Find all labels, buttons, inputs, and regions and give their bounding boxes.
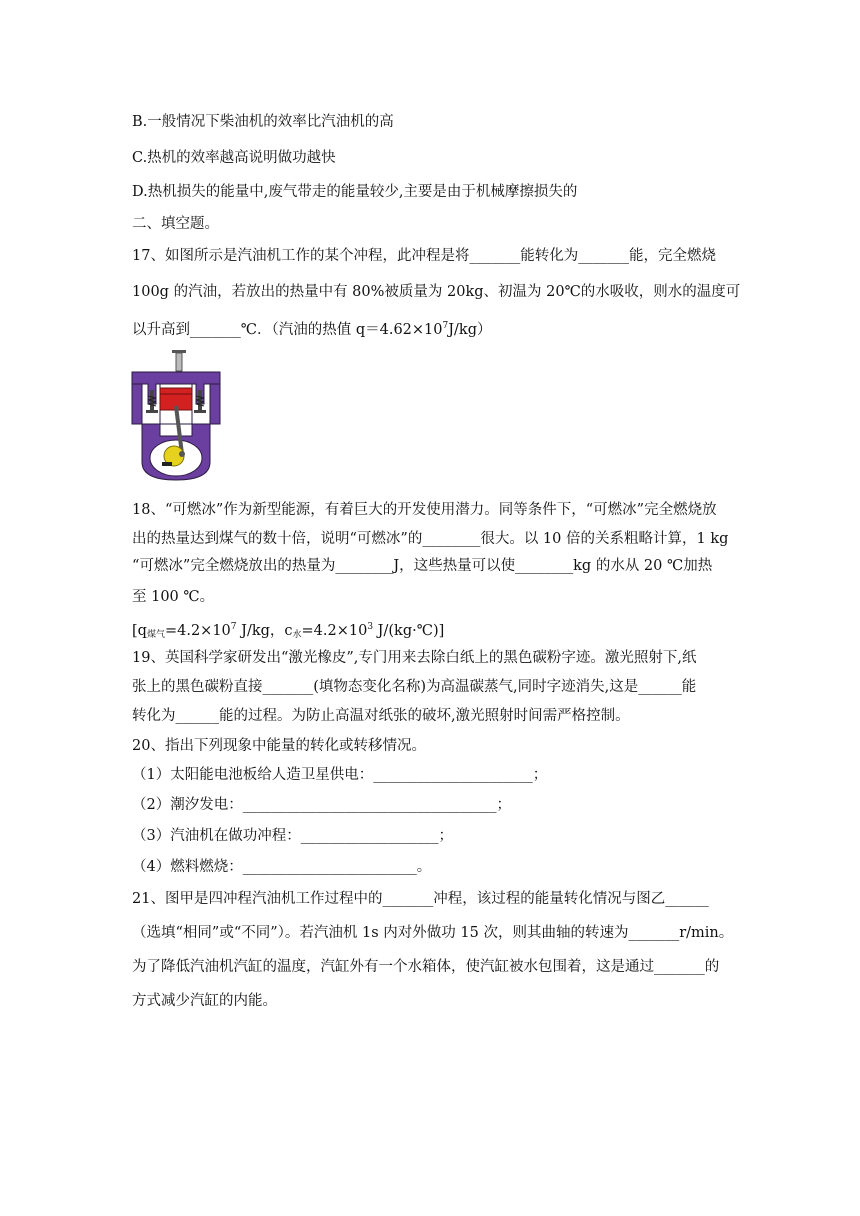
q21-line4: 方式减少汽缸的内能。 bbox=[132, 993, 277, 1009]
q18-line1: 18、“可燃冰”作为新型能源，有着巨大的开发使用潜力。同等条件下，“可燃冰”完全燃烧放 bbox=[132, 502, 717, 518]
q17-line2: 100g 的汽油，若放出的热量中有 80%被质量为 20kg、初温为 20℃的水吸收，则水的温度可 bbox=[132, 284, 741, 300]
q18-formula-a: [q bbox=[132, 623, 147, 639]
option-d: D.热机损失的能量中,废气带走的能量较少,主要是由于机械摩擦损失的 bbox=[132, 184, 578, 200]
q17-line3-text: 以升高到_______℃．（汽油的热值 q＝4.62×10 bbox=[132, 322, 443, 338]
q18-formula-b: =4.2×10 bbox=[164, 623, 231, 639]
option-c: C.热机的效率越高说明做功越快 bbox=[132, 150, 336, 166]
q18-formula bbox=[132, 617, 444, 645]
q20-item3: （3）汽油机在做功冲程：___________________； bbox=[132, 828, 453, 844]
option-b: B.一般情况下柴油机的效率比汽油机的高 bbox=[132, 114, 394, 130]
q20-title: 20、指出下列现象中能量的转化或转移情况。 bbox=[132, 738, 426, 754]
q18-formula-sub-water: 水 bbox=[292, 630, 302, 640]
q17-line3-unit: J/kg） bbox=[448, 322, 492, 338]
q18-line3: “可燃冰”完全燃烧放出的热量为________J，这些热量可以使________kg 的水从 20 ℃加热 bbox=[132, 558, 713, 574]
q18-line4: 至 100 ℃。 bbox=[132, 589, 215, 605]
q18-formula-sup2: 3 bbox=[367, 622, 374, 632]
q18-formula-sub-gas: 煤气 bbox=[146, 630, 165, 640]
q18-formula-d: =4.2×10 bbox=[301, 623, 368, 639]
q20-item4: （4）燃料燃烧：________________________。 bbox=[132, 859, 432, 875]
q18-formula-e: J/(kg·℃)] bbox=[373, 623, 445, 639]
q17-exponent: 7 bbox=[442, 321, 449, 331]
section-title: 二、填空题。 bbox=[132, 216, 219, 232]
engine-stroke-icon bbox=[128, 350, 224, 482]
q21-line3: 为了降低汽油机汽缸的温度，汽缸外有一个水箱体，使汽缸被水包围着，这是通过_______的 bbox=[132, 959, 720, 975]
q17-line3 bbox=[132, 316, 492, 340]
q19-line3: 转化为______能的过程。为防止高温对纸张的破坏,激光照射时间需严格控制。 bbox=[132, 708, 630, 724]
q20-item1: （1）太阳能电池板给人造卫星供电：______________________； bbox=[132, 767, 548, 783]
q18-line2: 出的热量达到煤气的数十倍，说明“可燃冰”的________很大。以 10 倍的关系粗略计算，1 kg bbox=[132, 531, 729, 547]
q18-formula-c: J/kg，c bbox=[236, 623, 293, 639]
q21-line2: （选填“相同”或“不同”）。若汽油机 1s 内对外做功 15 次，则其曲轴的转速为_______r/min。 bbox=[132, 925, 734, 941]
q20-item2: （2）潮汐发电：___________________________________； bbox=[132, 797, 511, 813]
q17-line1: 17、如图所示是汽油机工作的某个冲程，此冲程是将_______能转化为_______能，完全燃烧 bbox=[132, 248, 716, 264]
q21-line1: 21、图甲是四冲程汽油机工作过程中的_______冲程，该过程的能量转化情况与图乙______ bbox=[132, 891, 709, 907]
q19-line1: 19、英国科学家研发出“激光橡皮”,专门用来去除白纸上的黑色碳粉字迹。激光照射下,纸 bbox=[132, 650, 697, 666]
q18-formula-sup1: 7 bbox=[230, 622, 237, 632]
q19-line2: 张上的黑色碳粉直接_______(填物态变化名称)为高温碳蒸气,同时字迹消失,这是______能 bbox=[132, 679, 697, 695]
